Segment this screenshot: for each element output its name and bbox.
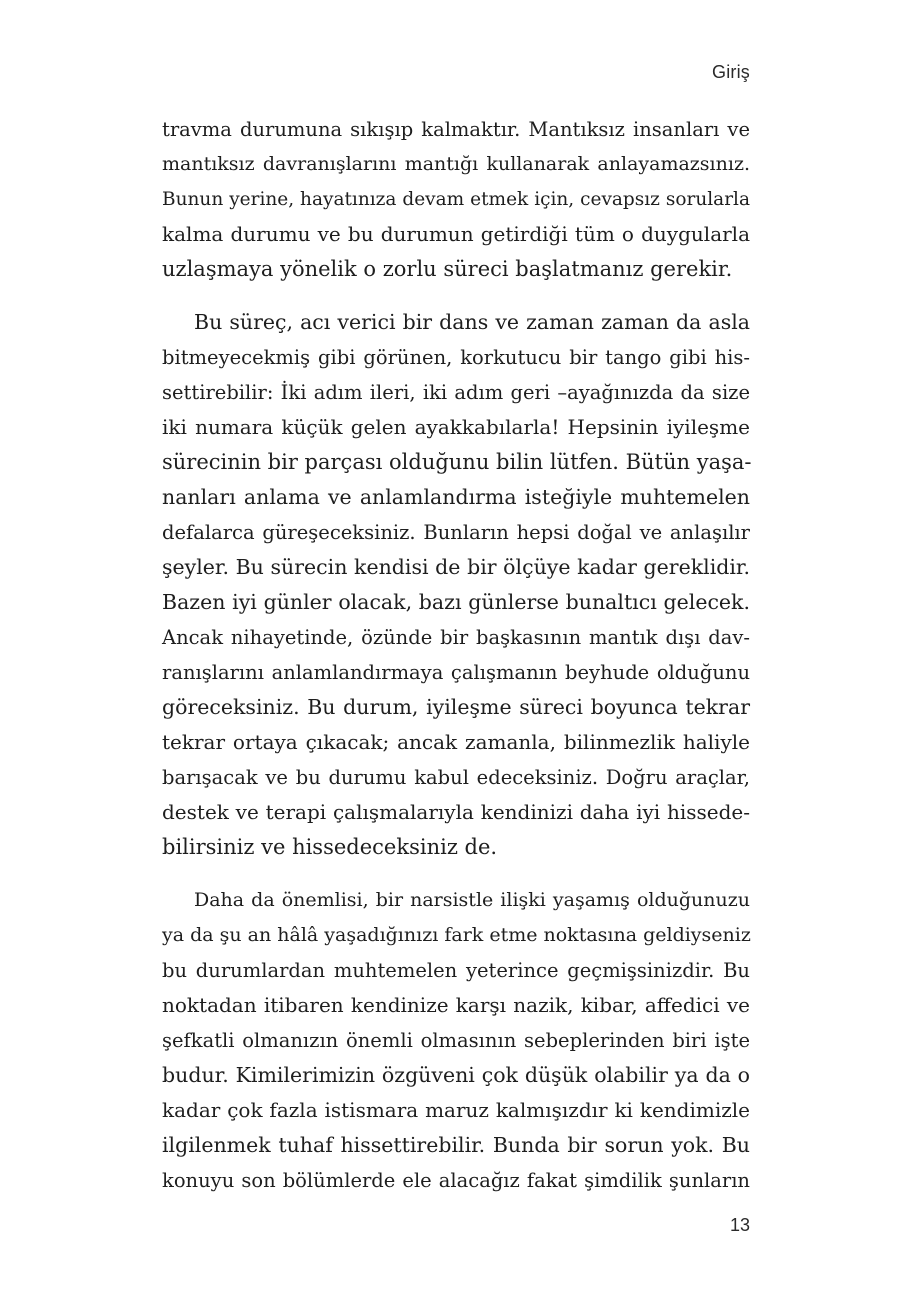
text-line: uzlaşmaya yönelik o zorlu süreci başlatmanız gerekir.: [162, 257, 733, 281]
text-line: ilgilenmek tuhaf hissettirebilir. Bunda bir sorun yok. Bu: [162, 1133, 750, 1157]
text-line: Daha da önemlisi, bir narsistle ilişki yaşamış olduğunuzu: [194, 889, 750, 911]
text-line: bitmeyecekmiş gibi görünen, korkutucu bir tango gibi his-: [162, 346, 750, 369]
text-line: kalma durumu ve bu durumun getirdiği tüm o duygularla: [162, 222, 750, 246]
text-line: Bunun yerine, hayatınıza devam etmek için, cevapsız sorularla: [162, 189, 750, 210]
text-line: Bu süreç, acı verici bir dans ve zaman zaman da asla: [194, 310, 750, 334]
text-line: defalarca güreşeceksiniz. Bunların hepsi doğal ve anlaşılır: [162, 521, 750, 544]
text-line: destek ve terapi çalışmalarıyla kendinizi daha iyi hissede-: [162, 800, 750, 824]
text-line: budur. Kimilerimizin özgüveni çok düşük olabilir ya da o: [162, 1063, 750, 1087]
text-line: göreceksiniz. Bu durum, iyileşme süreci boyunca tekrar: [162, 695, 750, 719]
page-number: 13: [729, 1215, 750, 1235]
text-line: şefkatli olmanızın önemli olmasının sebeplerinden biri işte: [162, 1029, 750, 1052]
text-line: nanları anlama ve anlamlandırma isteğiyle muhtemelen: [162, 485, 750, 509]
paragraph-2: [162, 305, 750, 865]
text-line: barışacak ve bu durumu kabul edeceksiniz. Doğru araçlar,: [162, 766, 750, 789]
text-line: ranışlarını anlamlandırmaya çalışmanın beyhude olduğunu: [162, 661, 750, 684]
paragraph-gap: [162, 287, 750, 305]
text-line: bu durumlardan muhtemelen yeterince geçmişsinizdir. Bu: [162, 959, 750, 982]
text-line: bilirsiniz ve hissedeceksiniz de.: [162, 835, 498, 859]
text-line: konuyu son bölümlerde ele alacağız fakat şimdilik şunların: [162, 1169, 750, 1192]
paragraph-1: [162, 112, 750, 287]
text-line: iki numara küçük gelen ayakkabılarla! Hepsinin iyileşme: [162, 415, 750, 439]
text-line: mantıksız davranışlarını mantığı kullanarak anlayamazsınız.: [162, 153, 750, 175]
text-line: sürecinin bir parçası olduğunu bilin lütfen. Bütün yaşa-: [162, 450, 752, 474]
running-head: Giriş: [712, 62, 750, 82]
text-line: şeyler. Bu sürecin kendisi de bir ölçüye kadar gereklidir.: [162, 555, 750, 579]
text-line: ya da şu an hâlâ yaşadığınızı fark etme noktasına geldiyseniz: [162, 924, 751, 946]
paragraph-gap: [162, 865, 750, 883]
paragraph-3: [162, 883, 750, 1198]
text-line: Ancak nihayetinde, özünde bir başkasının mantık dışı dav-: [162, 626, 750, 649]
text-line: tekrar ortaya çıkacak; ancak zamanla, bilinmezlik haliyle: [162, 730, 750, 754]
text-line: Bazen iyi günler olacak, bazı günlerse bunaltıcı gelecek.: [162, 590, 750, 614]
body-text: [162, 112, 750, 1198]
text-line: noktadan itibaren kendinize karşı nazik, kibar, affedici ve: [162, 993, 750, 1017]
text-line: travma durumuna sıkışıp kalmaktır. Mantıksız insanları ve: [162, 118, 750, 141]
text-line: settirebilir: İki adım ileri, iki adım geri –ayağınızda da size: [162, 381, 750, 404]
text-line: kadar çok fazla istismara maruz kalmışızdır ki kendimizle: [162, 1098, 750, 1122]
